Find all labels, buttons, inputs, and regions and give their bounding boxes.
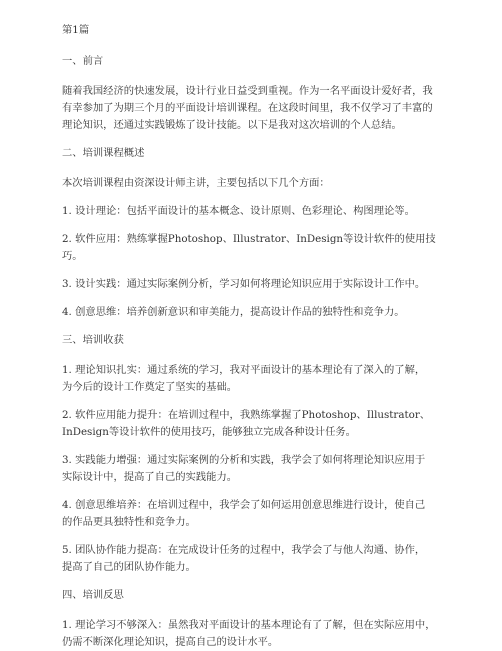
section-heading: 一、前言 [62, 55, 104, 67]
paragraph: 本次培训课程由资深设计师主讲，主要包括以下几个方面： [62, 177, 330, 189]
section-course-overview [62, 145, 444, 321]
list-item: 1. 设计理论：包括平面设计的基本概念、设计原则、色彩理论、构图理论等。 [62, 205, 415, 217]
section-heading: 二、培训课程概述 [62, 147, 145, 159]
section-heading: 三、培训收获 [62, 334, 124, 346]
section-heading: 四、培训反思 [62, 589, 124, 601]
list-item: 4. 创意思维培养：在培训过程中，我学会了如何运用创意思维进行设计，使自己 的作品更具独特性和竞争力。 [62, 499, 426, 528]
part-label: 第1篇 [62, 24, 90, 36]
list-item: 4. 创意思维：培养创新意识和审美能力，提高设计作品的独特性和竞争力。 [62, 306, 405, 318]
list-item: 1. 理论学习不够深入：虽然我对平面设计的基本理论有了了解，但在实际应用中， 仍需不断深化理论知识，提高自己的设计水平。 [62, 619, 436, 648]
list-item: 1. 理论知识扎实：通过系统的学习，我对平面设计的基本理论有了深入的了解， 为今后的设计工作奠定了坚实的基础。 [62, 364, 426, 393]
section-gains [62, 332, 444, 576]
list-item: 2. 软件应用能力提升：在培训过程中，我熟练掌握了Photoshop、Illustrator、 InDesign等设计软件的使用技巧，能够独立完成各种设计任务。 [62, 409, 431, 438]
list-item: 3. 实践能力增强：通过实际案例的分析和实践，我学会了如何将理论知识应用于 实际设计中，提高了自己的实践能力。 [62, 454, 426, 483]
section-reflection [62, 587, 444, 651]
list-item: 2. 软件应用：熟练掌握Photoshop、Illustrator、InDesign等设计软件的使用技 巧。 [62, 233, 436, 262]
list-item: 3. 设计实践：通过实际案例分析，学习如何将理论知识应用于实际设计工作中。 [62, 278, 426, 290]
section-preface [62, 53, 444, 134]
list-item: 5. 团队协作能力提高：在完成设计任务的过程中，我学会了与他人沟通、协作， 提高了自己的团队协作能力。 [62, 544, 426, 573]
paragraph: 随着我国经济的快速发展，设计行业日益受到重视。作为一名平面设计爱好者，我 有幸参加了为期三个月的平面设计培训课程。在这段时间里，我不仅学习了丰富的 理论知识，还通过实践锻炼了设计技能。以下是我对这次培训的个人总结。 [62, 85, 433, 131]
